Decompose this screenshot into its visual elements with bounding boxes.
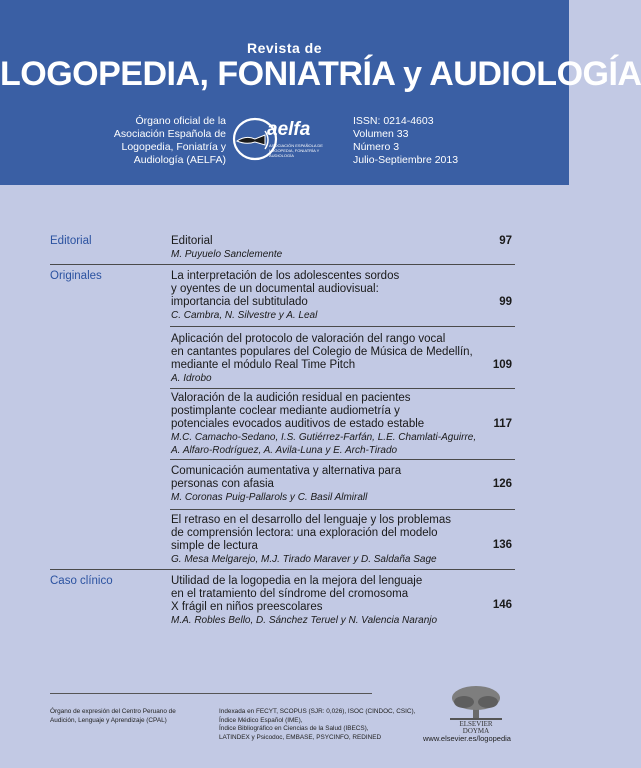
article-divider	[170, 326, 515, 327]
article-item[interactable]: Aplicación del protocolo de valoración del rango vocal en cantantes populares del Colegio de Música de Medellín, mediante el módulo Real Time Pitch A. Idrobo	[171, 333, 473, 384]
cpal-note: Órgano de expresión del Centro Peruano de Audición, Lenguaje y Aprendizaje (CPAL)	[50, 708, 176, 724]
article-item[interactable]: Valoración de la audición residual en pacientes postimplante coclear mediante audiometría y potenciales evocados auditivos de estado estable M.C. Camacho-Sedano, I.S. Gutiérrez-Farfán, L.E. Chamlati-Aguirre, A. Alfaro-Rodríguez, A. Avila-Luna y E. Arch-Tirado	[171, 392, 477, 456]
organization-text: Órgano oficial de la Asociación Española de Logopedia, Foniatría y Audiología (AELFA)	[113, 115, 226, 166]
journal-title: LOGOPEDIA, FONIATRÍA y AUDIOLOGÍA	[0, 55, 641, 93]
section-editorial: Editorial	[50, 235, 92, 247]
article-divider	[170, 509, 515, 510]
page-number: 126	[492, 478, 512, 490]
page-number: 146	[492, 599, 512, 611]
publisher-name: ELSEVIER DOYMA	[459, 720, 493, 735]
section-caso-clinico: Caso clínico	[50, 575, 113, 587]
page-number: 117	[493, 418, 512, 430]
indexing-note: Indexada en FECYT, SCOPUS (SJR: 0,026), ISOC (CINDOC, CSIC), Índice Médico Español (IME), Índice Bibliográfico en Ciencias de la Salud (IBECS), LATINDEX y Psicodoc, EMBASE, PSYCINFO, REDINED	[219, 708, 416, 741]
article-item[interactable]: El retraso en el desarrollo del lenguaje y los problemas de comprensión lectora: una exploración del modelo simple de lectura G. Mesa Melgarejo, M.J. Tirado Maraver y D. Saldaña Sage	[171, 514, 451, 565]
section-divider	[50, 264, 515, 265]
elsevier-tree-icon	[442, 684, 510, 722]
issn-info: ISSN: 0214-4603 Volumen 33 Número 3 Julio-Septiembre 2013	[353, 115, 459, 166]
aelfa-logo	[231, 115, 341, 165]
article-editorial[interactable]: Editorial M. Puyuelo Sanclemente	[171, 235, 283, 260]
article-item[interactable]: Utilidad de la logopedia en la mejora del lenguaje en el tratamiento del síndrome del cromosoma X frágil en niños preescolares M.A. Robles Bello, D. Sánchez Teruel y N. Valencia Naranjo	[171, 575, 438, 626]
section-divider	[50, 569, 515, 570]
article-divider	[170, 388, 515, 389]
article-divider	[170, 459, 515, 460]
page-number: 97	[499, 235, 512, 247]
section-originales: Originales	[50, 270, 102, 282]
journal-url[interactable]: www.elsevier.es/logopedia	[423, 734, 511, 743]
journal-header	[0, 0, 641, 185]
article-item[interactable]: Comunicación aumentativa y alternativa para personas con afasia M. Coronas Puig-Pallarols y C. Basil Almirall	[171, 465, 402, 503]
revista-label: Revista de	[246, 40, 323, 56]
logo-wordmark: aelfa	[267, 119, 311, 140]
article-item[interactable]: La interpretación de los adolescentes sordos y oyentes de un documental audiovisual: importancia del subtitulado C. Cambra, N. Silvestre y A. Leal	[171, 270, 400, 321]
footer-divider	[50, 693, 372, 694]
page-number: 136	[492, 539, 512, 551]
page-number: 99	[499, 296, 512, 308]
page-number: 109	[492, 359, 512, 371]
logo-subtitle: ASOCIACIÓN ESPAÑOLA DE LOGOPEDIA, FONIATRÍA Y AUDIOLOGÍA	[269, 143, 323, 158]
